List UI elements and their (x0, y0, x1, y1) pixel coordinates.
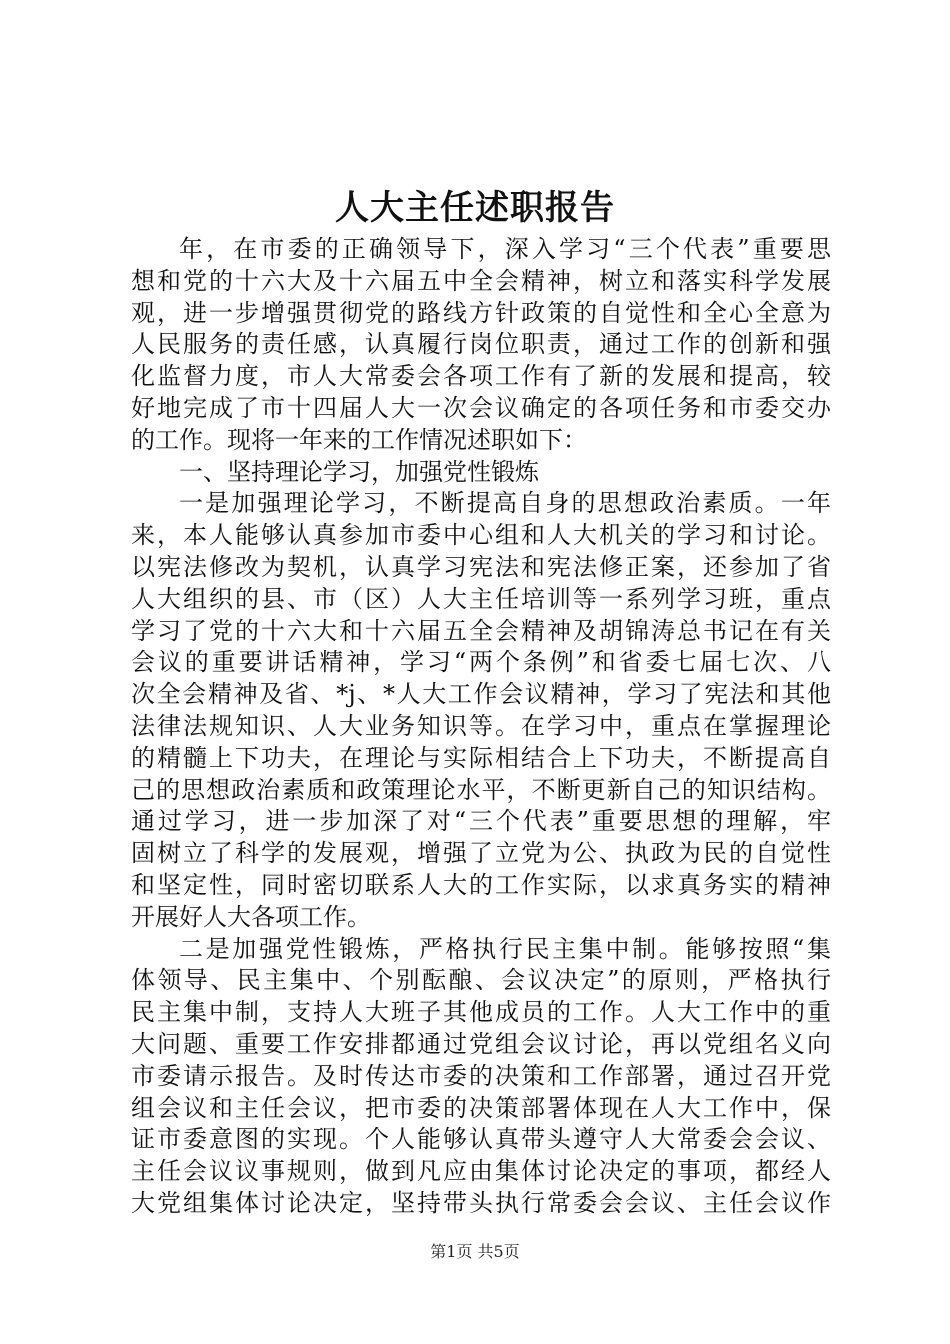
text-line: 和坚定性，同时密切联系人大的工作实际，以求真务实的精神 (131, 870, 831, 899)
text-line: 一是加强理论学习，不断提高自身的思想政治素质。一年 (179, 489, 831, 518)
text-line: 以宪法修改为契机，认真学习宪法和宪法修正案，还参加了省 (131, 552, 831, 581)
text-line: 化监督力度，市人大常委会各项工作有了新的发展和提高，较 (131, 362, 831, 391)
text-line: 法律法规知识、人大业务知识等。在学习中，重点在掌握理论 (131, 711, 831, 740)
text-line: 主任会议议事规则，做到凡应由集体讨论决定的事项，都经人 (131, 1157, 831, 1186)
text-line: 学习了党的十六大和十六届五全会精神及胡锦涛总书记在有关 (131, 616, 831, 645)
text-line: 固树立了科学的发展观，增强了立党为公、执政为民的自觉性 (131, 839, 831, 868)
document-body (131, 234, 831, 1220)
text-line: 年，在市委的正确领导下，深入学习“三个代表”重要思 (179, 235, 831, 263)
text-line: 一、坚持理论学习，加强党性锻炼 (179, 457, 539, 486)
text-line: 人大组织的县、市（区）人大主任培训等一系列学习班，重点 (131, 584, 831, 613)
text-line: 想和党的十六大及十六届五中全会精神，树立和落实科学发展 (131, 266, 831, 295)
text-line: 开展好人大各项工作。 (131, 902, 371, 931)
text-line: 的精髓上下功夫，在理论与实际相结合上下功夫，不断提高自 (131, 743, 831, 772)
document-title: 人大主任述职报告 (335, 188, 615, 228)
text-line: 的工作。现将一年来的工作情况述职如下： (131, 425, 587, 454)
text-line: 大党组集体讨论决定，坚持带头执行常委会会议、主任会议作 (131, 1188, 831, 1217)
text-line: 观，进一步增强贯彻党的路线方针政策的自觉性和全心全意为 (131, 298, 831, 327)
text-line: 己的思想政治素质和政策理论水平，不断更新自己的知识结构。 (131, 775, 831, 804)
text-line: 会议的重要讲话精神，学习“两个条例”和省委七届七次、八 (131, 648, 831, 677)
text-line: 市委请示报告。及时传达市委的决策和工作部署，通过召开党 (131, 1061, 831, 1090)
text-line: 通过学习，进一步加深了对“三个代表”重要思想的理解，牢 (131, 807, 831, 836)
text-line: 组会议和主任会议，把市委的决策部署体现在人大工作中，保 (131, 1093, 831, 1122)
text-line: 体领导、民主集中、个别酝酿、会议决定”的原则，严格执行 (131, 966, 831, 995)
text-line: 人民服务的责任感，认真履行岗位职责，通过工作的创新和强 (131, 330, 831, 359)
text-line: 大问题、重要工作安排都通过党组会议讨论，再以党组名义向 (131, 1029, 831, 1058)
page-footer: 第1页 共5页 (430, 1242, 520, 1261)
text-line: 民主集中制，支持人大班子其他成员的工作。人大工作中的重 (131, 998, 831, 1027)
text-line: 来，本人能够认真参加市委中心组和人大机关的学习和讨论。 (131, 521, 831, 550)
text-line: 好地完成了市十四届人大一次会议确定的各项任务和市委交办 (131, 393, 831, 422)
text-line: 证市委意图的实现。个人能够认真带头遵守人大常委会会议、 (131, 1125, 831, 1154)
text-line: 二是加强党性锻炼，严格执行民主集中制。能够按照“集 (179, 934, 831, 963)
text-line: 次全会精神及省、*j、*人大工作会议精神，学习了宪法和其他 (131, 680, 831, 709)
